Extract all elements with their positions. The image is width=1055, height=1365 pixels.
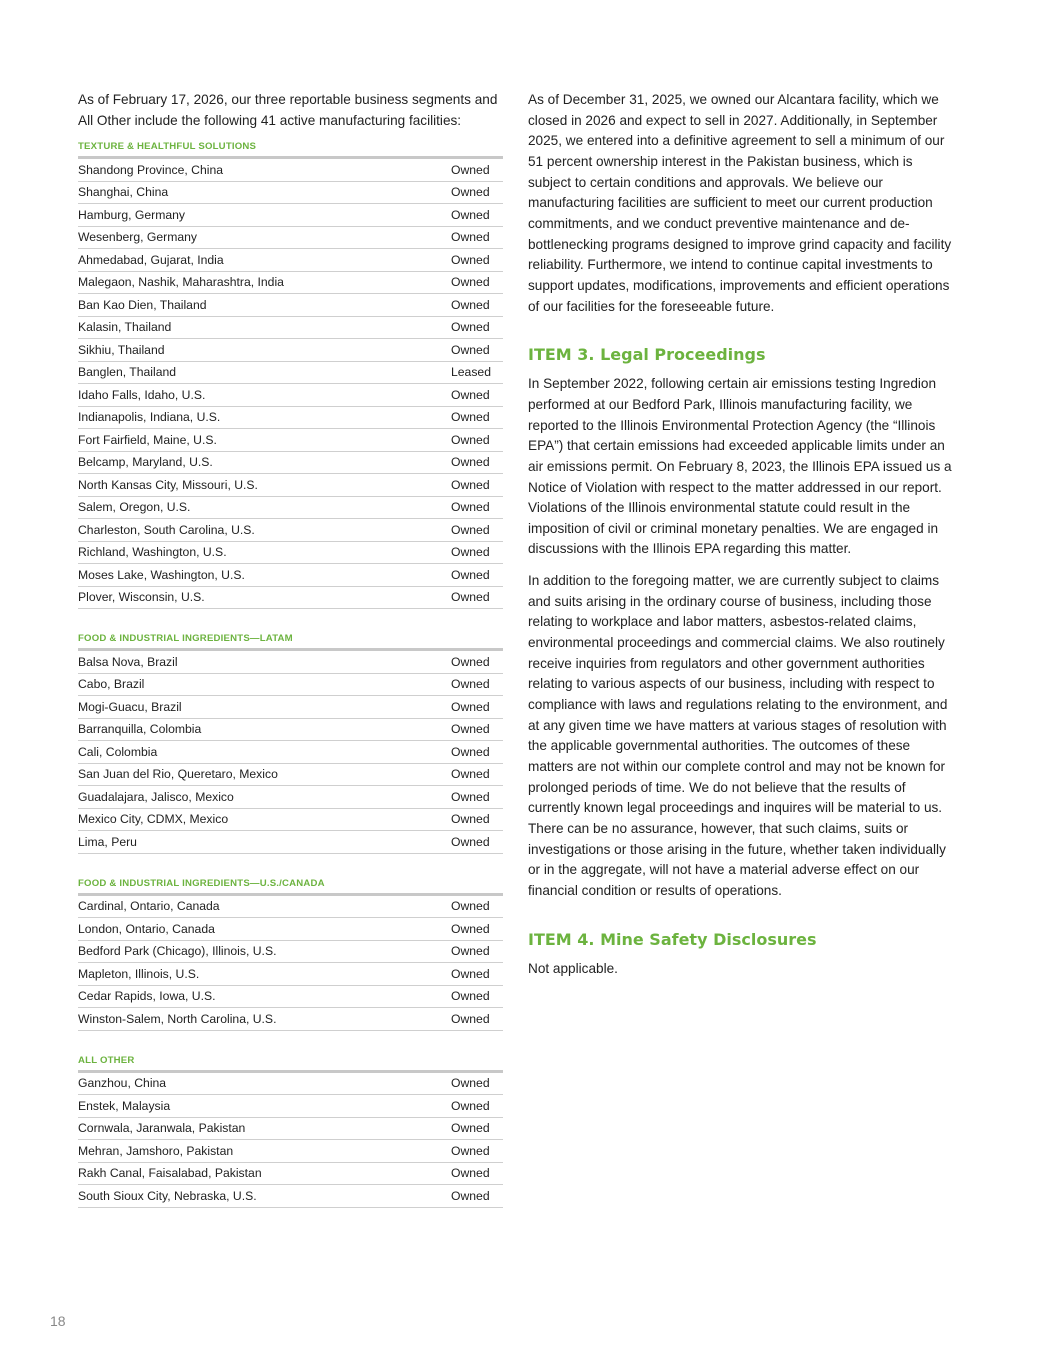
facility-row: [78, 1118, 503, 1141]
item3-heading: ITEM 3. Legal Proceedings: [528, 345, 766, 365]
facility-ownership: Owned: [451, 1166, 490, 1181]
facility-ownership: Owned: [451, 590, 490, 605]
facility-ownership: Owned: [451, 342, 490, 357]
facility-row: [78, 519, 503, 542]
facility-ownership: Owned: [451, 1143, 490, 1158]
facilities-sections: [78, 141, 503, 1208]
facility-row: [78, 429, 503, 452]
facilities-column: [78, 90, 503, 1208]
facility-row: [78, 204, 503, 227]
facility-ownership: Owned: [451, 320, 490, 335]
facility-row: [78, 362, 503, 385]
facility-location: Banglen, Thailand: [78, 365, 177, 380]
facility-location: Kalasin, Thailand: [78, 320, 172, 335]
facility-ownership: Owned: [451, 207, 490, 222]
facility-ownership: Owned: [451, 567, 490, 582]
facility-location: Ban Kao Dien, Thailand: [78, 297, 207, 312]
facility-ownership: Owned: [451, 522, 490, 537]
facility-row: [78, 182, 503, 205]
facility-row: [78, 918, 503, 941]
facility-ownership: Owned: [451, 230, 490, 245]
facility-ownership: Owned: [451, 677, 490, 692]
facility-location: Malegaon, Nashik, Maharashtra, India: [78, 275, 284, 290]
facility-location: North Kansas City, Missouri, U.S.: [78, 477, 258, 492]
facility-location: Balsa Nova, Brazil: [78, 654, 178, 669]
facility-row: [78, 407, 503, 430]
facility-location: Cedar Rapids, Iowa, U.S.: [78, 989, 216, 1004]
facility-ownership: Owned: [451, 1098, 490, 1113]
facility-row: [78, 294, 503, 317]
facility-ownership: Owned: [451, 1076, 490, 1091]
facility-location: Belcamp, Maryland, U.S.: [78, 455, 213, 470]
facility-row: [78, 719, 503, 742]
facility-row: [78, 1185, 503, 1208]
facility-row: [78, 249, 503, 272]
facility-ownership: Owned: [451, 989, 490, 1004]
facility-ownership: Owned: [451, 812, 490, 827]
facility-section: [78, 878, 503, 1031]
facility-row: [78, 941, 503, 964]
item3-paragraph-2: In addition to the foregoing matter, we are currently subject to claims and suits arising in the ordinary course of business, including those relating to workplace and labor matters, asbestos-related claims, environmental proceedings and commercial claims. We also routinely receive inquiries from regulators and other government authorities relating to various aspects of our business, including with respect to compliance with laws and regulations relating to the environment, and at any given time we have matters at various stages of resolution with the applicable governmental authorities. The outcomes of these matters are not within our complete control and may not be known for prolonged periods of time. We do not believe that the results of currently known legal proceedings and inquires will be material to us. There can be no assurance, however, that such claims, suits or investigations or those arising in the future, whether taken individually or in the aggregate, will not have a material adverse effect on our financial condition or results of operations.: [528, 573, 948, 898]
facility-ownership: Owned: [451, 297, 490, 312]
facility-location: Shanghai, China: [78, 185, 169, 200]
facility-location: Guadalajara, Jalisco, Mexico: [78, 789, 234, 804]
facility-row: [78, 696, 503, 719]
facility-location: Sikhiu, Thailand: [78, 342, 165, 357]
facility-section-heading: TEXTURE & HEALTHFUL SOLUTIONS: [78, 141, 503, 159]
facility-row: [78, 786, 503, 809]
facility-location: Mexico City, CDMX, Mexico: [78, 812, 229, 827]
facility-ownership: Owned: [451, 966, 490, 981]
facility-ownership: Owned: [451, 410, 490, 425]
facility-location: Cabo, Brazil: [78, 677, 145, 692]
facility-location: Ganzhou, China: [78, 1076, 167, 1091]
facility-row: [78, 651, 503, 674]
facility-row: [78, 272, 503, 295]
facility-ownership: Owned: [451, 834, 490, 849]
facility-row: [78, 1073, 503, 1096]
facility-row: [78, 159, 503, 182]
facility-ownership: Owned: [451, 1121, 490, 1136]
facility-row: [78, 474, 503, 497]
facility-location: Indianapolis, Indiana, U.S.: [78, 410, 221, 425]
facility-section-heading: FOOD & INDUSTRIAL INGREDIENTS—LATAM: [78, 633, 503, 651]
facility-location: Hamburg, Germany: [78, 207, 186, 222]
facility-row: [78, 986, 503, 1009]
facility-ownership: Owned: [451, 699, 490, 714]
facility-location: Cali, Colombia: [78, 744, 158, 759]
facility-row: [78, 963, 503, 986]
facility-location: Mogi-Guacu, Brazil: [78, 699, 182, 714]
facility-location: Cardinal, Ontario, Canada: [78, 899, 220, 914]
facility-location: Winston-Salem, North Carolina, U.S.: [78, 1011, 277, 1026]
facility-location: Rakh Canal, Faisalabad, Pakistan: [78, 1166, 262, 1181]
facility-row: [78, 542, 503, 565]
facility-section-heading: FOOD & INDUSTRIAL INGREDIENTS—U.S./CANADA: [78, 878, 503, 896]
facility-row: [78, 741, 503, 764]
facility-location: Idaho Falls, Idaho, U.S.: [78, 387, 206, 402]
facility-ownership: Owned: [451, 500, 490, 515]
facility-row: [78, 831, 503, 854]
facility-ownership: Owned: [451, 162, 490, 177]
facility-ownership: Owned: [451, 789, 490, 804]
facility-ownership: Owned: [451, 252, 490, 267]
facility-location: Charleston, South Carolina, U.S.: [78, 522, 255, 537]
facility-ownership: Owned: [451, 921, 490, 936]
facility-row: [78, 317, 503, 340]
facility-row: [78, 564, 503, 587]
facility-ownership: Owned: [451, 455, 490, 470]
facility-location: South Sioux City, Nebraska, U.S.: [78, 1188, 257, 1203]
facility-location: Barranquilla, Colombia: [78, 722, 202, 737]
facility-location: Mapleton, Illinois, U.S.: [78, 966, 200, 981]
item4-paragraph: Not applicable.: [528, 960, 618, 976]
facility-ownership: Owned: [451, 1188, 490, 1203]
facility-location: Fort Fairfield, Maine, U.S.: [78, 432, 217, 447]
facility-location: Salem, Oregon, U.S.: [78, 500, 191, 515]
item3-paragraph-1: In September 2022, following certain air emissions testing Ingredion performed at our Bedford Park, Illinois manufacturing facility, we reported to the Illinois Environmental Protection Agency (the “Illinois EPA”) that certain emissions had exceeded applicable limits under an air emissions permit. On February 8, 2023, the Illinois EPA issued us a Notice of Violation with respect to the matter addressed in our report. Violations of the Illinois environmental statute could result in the imposition of civil or criminal monetary penalties. We are engaged in discussions with the Illinois EPA regarding this matter.: [528, 376, 952, 557]
facility-ownership: Owned: [451, 545, 490, 560]
facility-row: [78, 809, 503, 832]
item4-heading: ITEM 4. Mine Safety Disclosures: [528, 929, 817, 949]
facility-location: Mehran, Jamshoro, Pakistan: [78, 1143, 234, 1158]
facility-ownership: Leased: [451, 365, 491, 380]
facility-ownership: Owned: [451, 185, 490, 200]
facility-ownership: Owned: [451, 477, 490, 492]
facility-ownership: Owned: [451, 1011, 490, 1026]
facility-location: Shandong Province, China: [78, 162, 223, 177]
facility-row: [78, 497, 503, 520]
facility-section: [78, 1055, 503, 1208]
facility-row: [78, 764, 503, 787]
facility-location: Plover, Wisconsin, U.S.: [78, 590, 205, 605]
facility-ownership: Owned: [451, 944, 490, 959]
facility-ownership: Owned: [451, 275, 490, 290]
facility-ownership: Owned: [451, 744, 490, 759]
properties-paragraph: As of December 31, 2025, we owned our Alcantara facility, which we closed in 2026 and expect to sell in 2027. Additionally, in September 2025, we entered into a definitive agreement to sell a minimum of our 51 percent ownership interest in the Pakistan business, which is subject to certain conditions and approvals. We believe our manufacturing facilities are sufficient to meet our current production commitments, and we conduct preventive maintenance and de-bottlenecking programs designed to improve grind capacity and facility reliability. Furthermore, we intend to continue capital investments to support updates, modifications, improvements and efficient operations of our facilities for the foreseeable future.: [528, 92, 952, 314]
facility-row: [78, 1008, 503, 1031]
facility-location: Cornwala, Jaranwala, Pakistan: [78, 1121, 246, 1136]
facility-row: [78, 1163, 503, 1186]
facility-row: [78, 452, 503, 475]
facility-ownership: Owned: [451, 767, 490, 782]
facility-ownership: Owned: [451, 654, 490, 669]
facility-location: Bedford Park (Chicago), Illinois, U.S.: [78, 944, 277, 959]
facility-row: [78, 339, 503, 362]
facility-section: [78, 141, 503, 609]
text-column: [528, 90, 958, 979]
facility-row: [78, 227, 503, 250]
facility-location: Enstek, Malaysia: [78, 1098, 171, 1113]
facility-location: Ahmedabad, Gujarat, India: [78, 252, 224, 267]
facility-location: Richland, Washington, U.S.: [78, 545, 227, 560]
facility-ownership: Owned: [451, 722, 490, 737]
facility-location: Moses Lake, Washington, U.S.: [78, 567, 245, 582]
facility-location: Lima, Peru: [78, 834, 137, 849]
facility-row: [78, 587, 503, 610]
facility-ownership: Owned: [451, 387, 490, 402]
facility-location: Wesenberg, Germany: [78, 230, 197, 245]
facilities-intro: As of February 17, 2026, our three reportable business segments and All Other include the following 41 active manufacturing facilities:: [78, 92, 498, 128]
facility-row: [78, 674, 503, 697]
facility-location: London, Ontario, Canada: [78, 921, 215, 936]
page-number: 18: [50, 1313, 66, 1329]
facility-location: San Juan del Rio, Queretaro, Mexico: [78, 767, 278, 782]
facility-section-heading: ALL OTHER: [78, 1055, 503, 1073]
facility-row: [78, 896, 503, 919]
facility-row: [78, 384, 503, 407]
facility-row: [78, 1095, 503, 1118]
facility-ownership: Owned: [451, 899, 490, 914]
facility-ownership: Owned: [451, 432, 490, 447]
facility-section: [78, 633, 503, 854]
facility-row: [78, 1140, 503, 1163]
